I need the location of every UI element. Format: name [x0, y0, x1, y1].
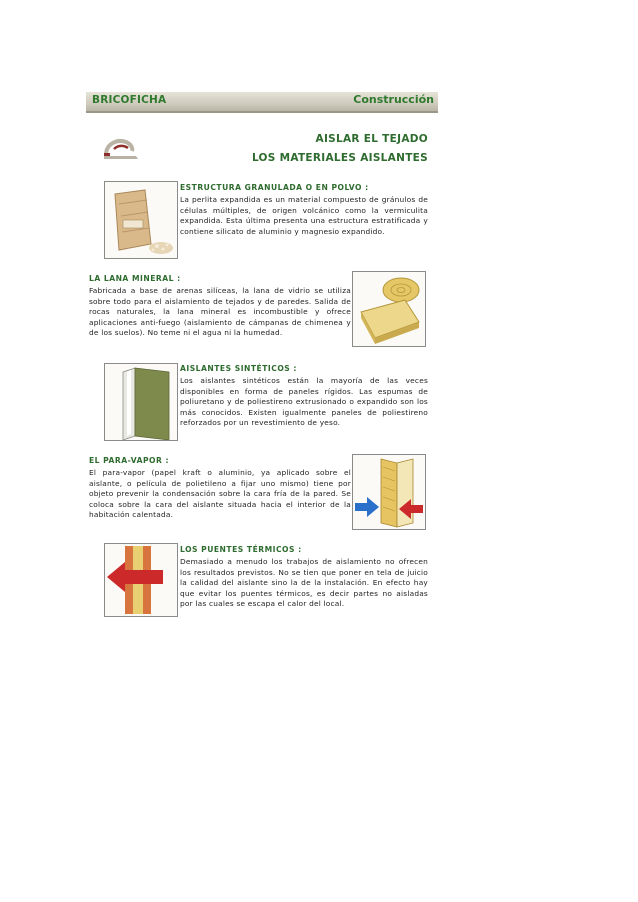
- section-title: LOS PUENTES TÉRMICOS :: [180, 545, 302, 554]
- brand-left: BRICOFICHA: [92, 94, 167, 106]
- section-body: El para-vapor (papel kraft o aluminio, ya aplicado sobre el aislante, o película de polietileno a fijar uno mismo) tiene por objeto prevenir la condensación sobre la cara fría de la pared. Se coloca sobre la cara del aislante situada hacia el interior de la habitación calentada.: [89, 468, 351, 520]
- page-title: AISLAR EL TEJADO: [315, 133, 428, 145]
- header-bar: [86, 92, 438, 113]
- granular-bag-image: [104, 181, 178, 259]
- section-granular: [180, 183, 428, 237]
- brand-right: Construcción: [353, 93, 434, 106]
- section-body: La perlita expandida es un material compuesto de gránulos de células múltiples, de origen volcánico como la vermiculita expandida. Esta última presenta una estructura estratificada y contiene silicato de aluminio y magnesio expandido.: [180, 195, 428, 236]
- section-title: ESTRUCTURA GRANULADA O EN POLVO :: [180, 183, 369, 192]
- section-body: Demasiado a menudo los trabajos de aislamiento no ofrecen los resultados previstos. No se tien que poner en tela de juicio la calidad del aislante sino la de la instalación. En efecto hay que evitar los puentes térmicos, es decir partes no aisladas por las cuales se escapa el calor del local.: [180, 557, 428, 609]
- section-mineral-wool: [89, 274, 351, 339]
- mineral-wool-roll-image: [352, 271, 426, 347]
- section-thermal-bridges: [180, 545, 428, 610]
- section-vapor-barrier: [89, 456, 351, 521]
- section-body: Fabricada a base de arenas silíceas, la lana de vidrio se utiliza sobre todo para el aislamiento de tejados y de paredes. Salida de rocas naturales, la lana mineral es incombustible y ofrece aplicaciones anti-fuego (aislamiento de cámpanas de chimenea y de los suelos). No teme ni el agua ni la humedad.: [89, 286, 351, 338]
- trowel-logo-icon: [100, 133, 140, 163]
- section-title: AISLANTES SINTÉTICOS :: [180, 364, 297, 373]
- vapor-barrier-image: [352, 454, 426, 530]
- section-title: EL PARA-VAPOR :: [89, 456, 170, 465]
- page-subtitle: LOS MATERIALES AISLANTES: [251, 152, 428, 164]
- section-title: LA LANA MINERAL :: [89, 274, 181, 283]
- section-synthetic: [180, 364, 428, 429]
- thermal-bridge-image: [104, 543, 178, 617]
- section-body: Los aislantes sintéticos están la mayoría de las veces disponibles en forma de paneles rígidos. Las espumas de poliuretano y de poliestireno extrusionado o expandido son los más conocidos. Existen igualmente paneles de poliestireno reforzados por un revestimiento de yeso.: [180, 376, 428, 428]
- synthetic-panel-image: [104, 363, 178, 441]
